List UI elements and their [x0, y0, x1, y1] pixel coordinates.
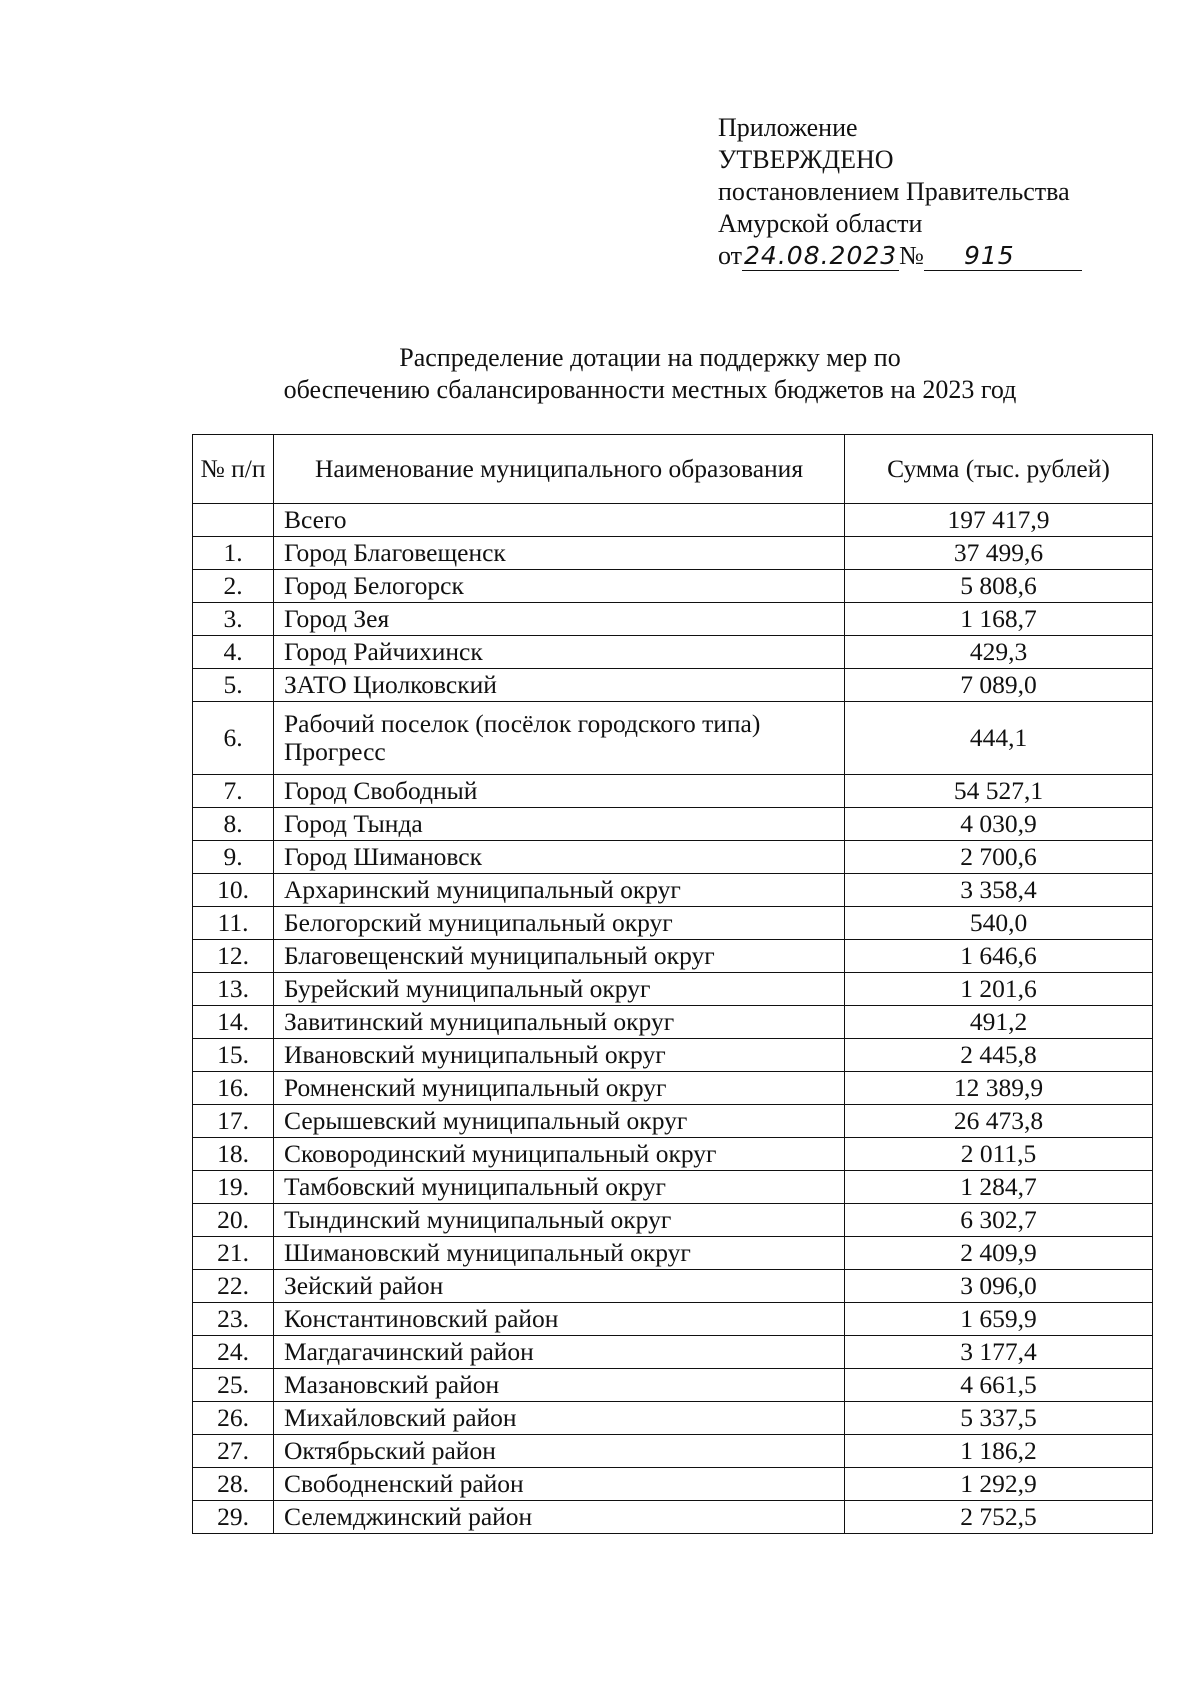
- row-municipality-name: Благовещенский муниципальный округ: [274, 940, 845, 973]
- table-row: [193, 874, 1153, 907]
- row-sum-value: 6 302,7: [845, 1204, 1153, 1237]
- row-number: 21.: [193, 1237, 274, 1270]
- table-row: [193, 841, 1153, 874]
- row-municipality-name: Мазановский район: [274, 1369, 845, 1402]
- row-number: 13.: [193, 973, 274, 1006]
- total-label: Всего: [274, 504, 845, 537]
- row-number: 23.: [193, 1303, 274, 1336]
- row-sum-value: 2 445,8: [845, 1039, 1153, 1072]
- table-row: [193, 1369, 1153, 1402]
- row-sum-value: 1 284,7: [845, 1171, 1153, 1204]
- row-municipality-name: Город Свободный: [274, 775, 845, 808]
- row-municipality-name: Ромненский муниципальный округ: [274, 1072, 845, 1105]
- row-number: 19.: [193, 1171, 274, 1204]
- row-municipality-name: Сковородинский муниципальный округ: [274, 1138, 845, 1171]
- table-row: [193, 1204, 1153, 1237]
- approved-label: УТВЕРЖДЕНО: [718, 145, 894, 174]
- header-num: № п/п: [193, 435, 274, 504]
- table-row: [193, 1501, 1153, 1534]
- row-municipality-name: Белогорский муниципальный округ: [274, 907, 845, 940]
- row-number: 14.: [193, 1006, 274, 1039]
- row-number: 1.: [193, 537, 274, 570]
- row-municipality-name: Октябрьский район: [274, 1435, 845, 1468]
- row-municipality-name: Архаринский муниципальный округ: [274, 874, 845, 907]
- document-title: [200, 342, 1100, 406]
- row-number: 27.: [193, 1435, 274, 1468]
- header-sum: Сумма (тыс. рублей): [845, 435, 1153, 504]
- row-sum-value: 491,2: [845, 1006, 1153, 1039]
- row-sum-value: 5 808,6: [845, 570, 1153, 603]
- table-row: [193, 1138, 1153, 1171]
- row-municipality-name: Шимановский муниципальный округ: [274, 1237, 845, 1270]
- table-row: [193, 907, 1153, 940]
- row-municipality-name: Город Белогорск: [274, 570, 845, 603]
- total-value: 197 417,9: [845, 504, 1153, 537]
- row-sum-value: 37 499,6: [845, 537, 1153, 570]
- row-municipality-name: Завитинский муниципальный округ: [274, 1006, 845, 1039]
- row-number: 16.: [193, 1072, 274, 1105]
- table-row: [193, 636, 1153, 669]
- row-sum-value: 4 030,9: [845, 808, 1153, 841]
- table-row: [193, 1270, 1153, 1303]
- table-row: [193, 1171, 1153, 1204]
- appendix-label: Приложение: [718, 113, 858, 142]
- distribution-table: [192, 434, 1153, 1534]
- approval-block: [718, 112, 1082, 272]
- row-number: 22.: [193, 1270, 274, 1303]
- row-municipality-name: Константиновский район: [274, 1303, 845, 1336]
- table-row: [193, 1237, 1153, 1270]
- header-name: Наименование муниципального образования: [274, 435, 845, 504]
- row-number: 10.: [193, 874, 274, 907]
- order-number: 915: [924, 242, 1082, 271]
- row-municipality-name: Михайловский район: [274, 1402, 845, 1435]
- row-municipality-name: Селемджинский район: [274, 1501, 845, 1534]
- row-sum-value: 3 358,4: [845, 874, 1153, 907]
- row-number: 4.: [193, 636, 274, 669]
- table-row: [193, 1105, 1153, 1138]
- row-municipality-name: Серышевский муниципальный округ: [274, 1105, 845, 1138]
- row-number: 28.: [193, 1468, 274, 1501]
- row-sum-value: 5 337,5: [845, 1402, 1153, 1435]
- row-sum-value: 3 177,4: [845, 1336, 1153, 1369]
- row-sum-value: 2 752,5: [845, 1501, 1153, 1534]
- table-row: [193, 1402, 1153, 1435]
- row-sum-value: 3 096,0: [845, 1270, 1153, 1303]
- row-number: 8.: [193, 808, 274, 841]
- title-line-2: обеспечению сбалансированности местных бюджетов на 2023 год: [283, 375, 1017, 404]
- table-row: [193, 1303, 1153, 1336]
- row-sum-value: 7 089,0: [845, 669, 1153, 702]
- row-number: 12.: [193, 940, 274, 973]
- row-sum-value: 1 292,9: [845, 1468, 1153, 1501]
- row-municipality-name: Свободненский район: [274, 1468, 845, 1501]
- row-municipality-name: ЗАТО Циолковский: [274, 669, 845, 702]
- table-row: [193, 669, 1153, 702]
- row-sum-value: 444,1: [845, 702, 1153, 775]
- row-municipality-name: Город Райчихинск: [274, 636, 845, 669]
- row-municipality-name: Город Зея: [274, 603, 845, 636]
- order-date: 24.08.2023: [744, 241, 898, 270]
- row-sum-value: 26 473,8: [845, 1105, 1153, 1138]
- row-number: 3.: [193, 603, 274, 636]
- row-sum-value: 1 646,6: [845, 940, 1153, 973]
- row-number: 18.: [193, 1138, 274, 1171]
- table-row: [193, 1072, 1153, 1105]
- total-row: [193, 504, 1153, 537]
- table-row: [193, 940, 1153, 973]
- row-number: 2.: [193, 570, 274, 603]
- row-sum-value: 1 186,2: [845, 1435, 1153, 1468]
- order-line: [718, 240, 1082, 272]
- row-sum-value: 1 168,7: [845, 603, 1153, 636]
- row-number: 26.: [193, 1402, 274, 1435]
- approved-by-line: постановлением Правительства: [718, 177, 1070, 206]
- row-number: 17.: [193, 1105, 274, 1138]
- table-row: [193, 1468, 1153, 1501]
- row-municipality-name: Город Благовещенск: [274, 537, 845, 570]
- row-sum-value: 1 659,9: [845, 1303, 1153, 1336]
- row-municipality-name: Бурейский муниципальный округ: [274, 973, 845, 1006]
- row-municipality-name: Город Тында: [274, 808, 845, 841]
- table-row: [193, 775, 1153, 808]
- row-municipality-name: Ивановский муниципальный округ: [274, 1039, 845, 1072]
- table-row: [193, 1336, 1153, 1369]
- row-number: 24.: [193, 1336, 274, 1369]
- row-number: 5.: [193, 669, 274, 702]
- table-row: [193, 603, 1153, 636]
- row-sum-value: 2 409,9: [845, 1237, 1153, 1270]
- row-number: 15.: [193, 1039, 274, 1072]
- table-row: [193, 973, 1153, 1006]
- table-row: [193, 1006, 1153, 1039]
- table-row: [193, 702, 1153, 775]
- row-number: 9.: [193, 841, 274, 874]
- row-sum-value: 4 661,5: [845, 1369, 1153, 1402]
- row-municipality-name: Тамбовский муниципальный округ: [274, 1171, 845, 1204]
- table-row: [193, 1435, 1153, 1468]
- order-prefix: от: [718, 241, 743, 270]
- row-number: 7.: [193, 775, 274, 808]
- table-row: [193, 808, 1153, 841]
- row-number: 6.: [193, 702, 274, 775]
- row-sum-value: 1 201,6: [845, 973, 1153, 1006]
- row-number: 29.: [193, 1501, 274, 1534]
- row-municipality-name: Город Шимановск: [274, 841, 845, 874]
- table-row: [193, 537, 1153, 570]
- row-number: 11.: [193, 907, 274, 940]
- row-number: 25.: [193, 1369, 274, 1402]
- row-municipality-name: Магдагачинский район: [274, 1336, 845, 1369]
- row-municipality-name: Рабочий поселок (посёлок городского типа) Прогресс: [274, 702, 845, 775]
- row-sum-value: 429,3: [845, 636, 1153, 669]
- table-body: [193, 504, 1153, 1534]
- region-line: Амурской области: [718, 209, 923, 238]
- title-line-1: Распределение дотации на поддержку мер по: [399, 343, 901, 372]
- row-sum-value: 12 389,9: [845, 1072, 1153, 1105]
- table-row: [193, 570, 1153, 603]
- row-number: 20.: [193, 1204, 274, 1237]
- table-header-row: [193, 435, 1153, 504]
- row-sum-value: 2 700,6: [845, 841, 1153, 874]
- row-municipality-name: Зейский район: [274, 1270, 845, 1303]
- row-sum-value: 2 011,5: [845, 1138, 1153, 1171]
- table-row: [193, 1039, 1153, 1072]
- row-sum-value: 540,0: [845, 907, 1153, 940]
- row-sum-value: 54 527,1: [845, 775, 1153, 808]
- number-sign: №: [899, 241, 924, 270]
- row-municipality-name: Тындинский муниципальный округ: [274, 1204, 845, 1237]
- total-num-cell: [193, 504, 274, 537]
